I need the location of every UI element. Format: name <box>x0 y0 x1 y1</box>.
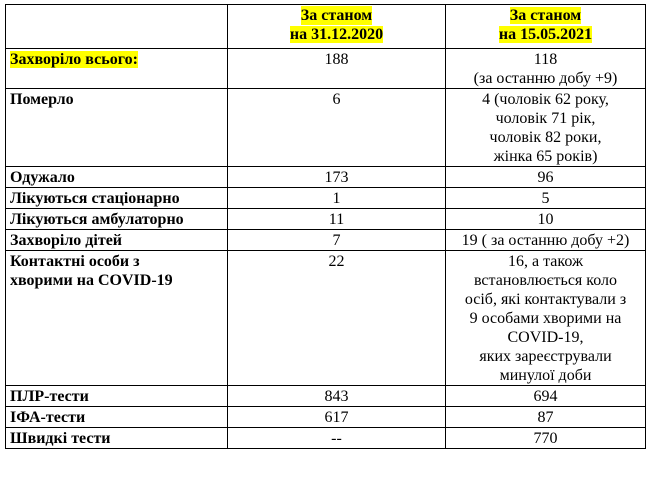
header-2021 <box>446 5 646 49</box>
value-2020: 22 <box>228 251 446 386</box>
value-line: 118 <box>533 51 558 68</box>
value-line: чоловік 71 рік, <box>495 110 596 127</box>
table-row <box>6 230 646 251</box>
value-2020: 188 <box>228 49 446 89</box>
label-line: хворими на COVID-19 <box>10 272 173 289</box>
header-2021-line1: За станом <box>509 7 582 24</box>
row-label-total: Захворіло всього: <box>10 51 138 68</box>
value-line: 9 особами хворими на <box>469 310 622 327</box>
row-label: Швидкі тести <box>6 428 228 449</box>
value-2021 <box>446 49 646 89</box>
value-2020: 11 <box>228 209 446 230</box>
value-2021: 770 <box>446 428 646 449</box>
value-line: чоловік 82 роки, <box>489 129 602 146</box>
row-label: ПЛР-тести <box>6 386 228 407</box>
value-2021: 19 ( за останню добу +2) <box>446 230 646 251</box>
table-row <box>6 89 646 167</box>
row-label <box>6 251 228 386</box>
value-2021: 96 <box>446 167 646 188</box>
table-row <box>6 49 646 89</box>
value-2021: 694 <box>446 386 646 407</box>
table-row <box>6 167 646 188</box>
table-row <box>6 386 646 407</box>
label-line: Контактні особи з <box>10 253 140 270</box>
row-label: Одужало <box>6 167 228 188</box>
header-2020-line2: на 31.12.2020 <box>289 26 384 43</box>
value-line: осіб, які контактували з <box>464 291 627 308</box>
table-row <box>6 209 646 230</box>
value-2021: 5 <box>446 188 646 209</box>
row-label: ІФА-тести <box>6 407 228 428</box>
row-label: Померло <box>6 89 228 167</box>
value-line: яких зареєстрували <box>479 348 612 365</box>
row-label <box>6 49 228 89</box>
value-2020: 173 <box>228 167 446 188</box>
value-2020: -- <box>228 428 446 449</box>
value-2020: 617 <box>228 407 446 428</box>
value-line: 4 (чоловік 62 року, <box>482 91 609 108</box>
header-row <box>6 5 646 49</box>
value-2021 <box>446 251 646 386</box>
value-2021: 10 <box>446 209 646 230</box>
value-2021 <box>446 89 646 167</box>
value-2021: 87 <box>446 407 646 428</box>
row-label: Лікуються стаціонарно <box>6 188 228 209</box>
covid-stats-table <box>5 4 646 449</box>
header-2020 <box>228 5 446 49</box>
value-2020: 6 <box>228 89 446 167</box>
row-label: Лікуються амбулаторно <box>6 209 228 230</box>
value-line: жінка 65 років) <box>493 148 598 165</box>
value-2020: 7 <box>228 230 446 251</box>
header-2021-line2: на 15.05.2021 <box>498 26 593 43</box>
table-row <box>6 407 646 428</box>
table-row <box>6 251 646 386</box>
value-line: (за останню добу +9) <box>473 70 618 87</box>
value-line: встановлюється коло <box>473 272 618 289</box>
header-empty-cell <box>6 5 228 49</box>
table-row <box>6 188 646 209</box>
value-line: COVID-19, <box>507 329 584 346</box>
value-line: минулої доби <box>499 367 592 384</box>
header-2020-line1: За станом <box>300 7 373 24</box>
row-label: Захворіло дітей <box>6 230 228 251</box>
table-row <box>6 428 646 449</box>
value-2020: 1 <box>228 188 446 209</box>
value-line: 16, а також <box>507 253 583 270</box>
value-2020: 843 <box>228 386 446 407</box>
